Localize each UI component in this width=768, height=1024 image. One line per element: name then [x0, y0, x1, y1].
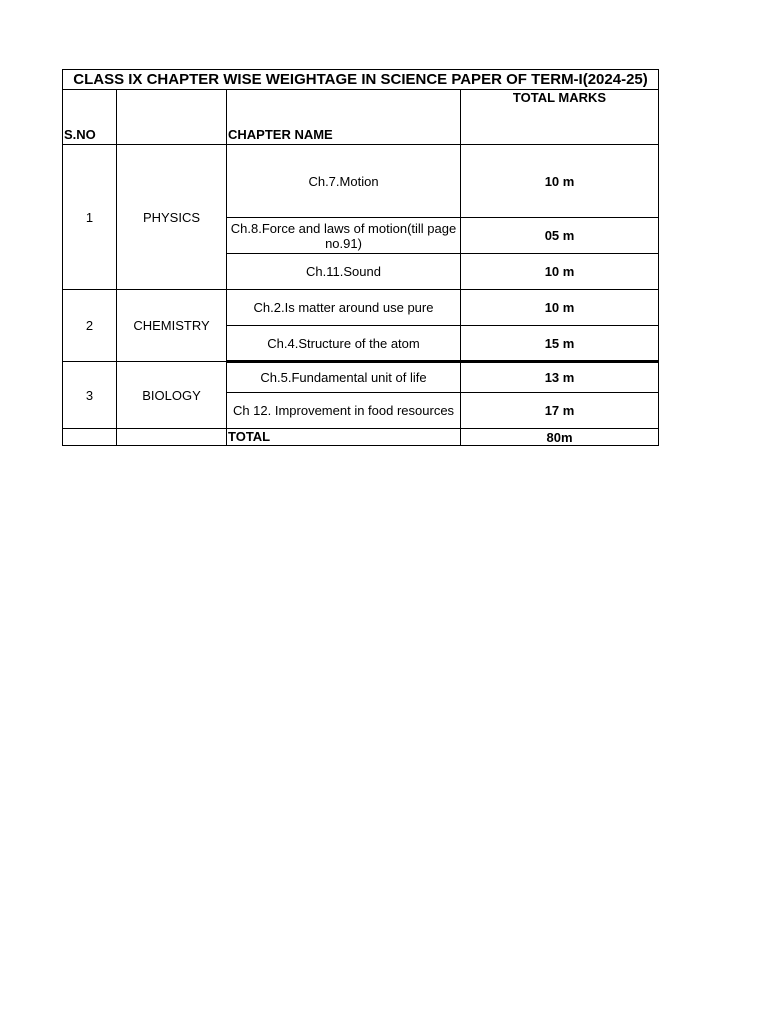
- chapter-cell: Ch.2.Is matter around use pure: [227, 290, 461, 326]
- header-subject: [117, 90, 227, 145]
- total-sno-empty: [63, 429, 117, 446]
- header-sno: S.NO: [63, 90, 117, 145]
- subject-cell: BIOLOGY: [117, 362, 227, 429]
- chapter-cell: Ch.11.Sound: [227, 254, 461, 290]
- header-marks: TOTAL MARKS: [461, 90, 659, 145]
- chapter-cell: Ch 12. Improvement in food resources: [227, 393, 461, 429]
- total-subject-empty: [117, 429, 227, 446]
- subject-cell: CHEMISTRY: [117, 290, 227, 362]
- chapter-cell: Ch.5.Fundamental unit of life: [227, 362, 461, 393]
- table-row: [63, 362, 659, 393]
- marks-cell: 17 m: [461, 393, 659, 429]
- weightage-table: [62, 69, 659, 446]
- total-marks: 80m: [461, 429, 659, 446]
- marks-cell: 10 m: [461, 254, 659, 290]
- marks-cell: 10 m: [461, 145, 659, 218]
- total-row: [63, 429, 659, 446]
- table-row: [63, 290, 659, 326]
- chapter-cell: Ch.7.Motion: [227, 145, 461, 218]
- sno-cell: 1: [63, 145, 117, 290]
- sno-cell: 3: [63, 362, 117, 429]
- header-row: [63, 90, 659, 145]
- marks-cell: 13 m: [461, 362, 659, 393]
- marks-cell: 05 m: [461, 218, 659, 254]
- sno-cell: 2: [63, 290, 117, 362]
- table-row: [63, 145, 659, 218]
- header-chapter: CHAPTER NAME: [227, 90, 461, 145]
- total-label: TOTAL: [227, 429, 461, 446]
- title-row: [63, 70, 659, 90]
- marks-cell: 10 m: [461, 290, 659, 326]
- subject-cell: PHYSICS: [117, 145, 227, 290]
- chapter-cell: Ch.8.Force and laws of motion(till page no.91): [227, 218, 461, 254]
- chapter-cell: Ch.4.Structure of the atom: [227, 326, 461, 362]
- marks-cell: 15 m: [461, 326, 659, 362]
- table-title: CLASS IX CHAPTER WISE WEIGHTAGE IN SCIENCE PAPER OF TERM-I(2024-25): [63, 70, 659, 90]
